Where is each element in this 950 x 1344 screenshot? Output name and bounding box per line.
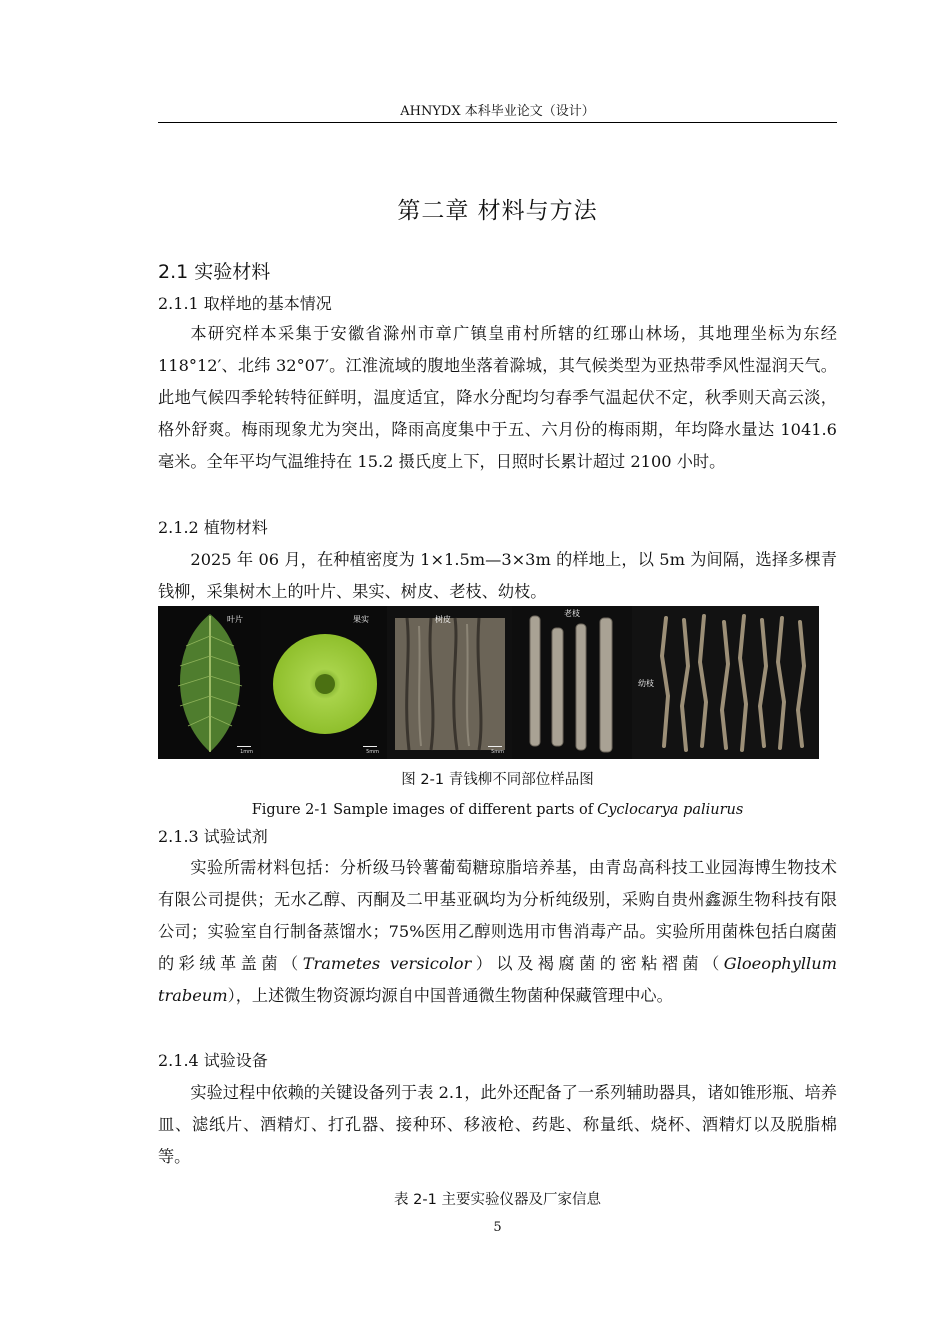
page-number: 5 bbox=[493, 1220, 502, 1235]
panel-label-fruit: 果实 bbox=[353, 615, 369, 624]
panel-label-young-branches: 幼枝 bbox=[638, 679, 654, 688]
subsection-heading-2-1-4: 2.1.4 试验设备 bbox=[158, 1051, 268, 1070]
figure-panel-old-branches bbox=[512, 606, 632, 759]
subsection-heading-2-1-2: 2.1.2 植物材料 bbox=[158, 518, 268, 537]
paragraph-equipment: 实验过程中依赖的关键设备列于表 2.1，此外还配备了一系列辅助器具，诸如锥形瓶、培养皿、滤纸片、酒精灯、打孔器、接种环、移液枪、药匙、称量纸、烧杯、酒精灯以及脱脂棉等。 bbox=[158, 1083, 837, 1166]
scale-label-bark: 5mm bbox=[491, 749, 504, 755]
panel-label-bark: 树皮 bbox=[435, 615, 451, 624]
figure-panel-leaf bbox=[158, 606, 261, 759]
old-branches-image bbox=[512, 606, 632, 759]
subsection-heading-2-1-1: 2.1.1 取样地的基本情况 bbox=[158, 294, 332, 313]
panel-label-old-branches: 老枝 bbox=[564, 609, 580, 618]
running-header: AHNYDX 本科毕业论文（设计） bbox=[400, 104, 595, 119]
figure-sample-images bbox=[158, 606, 819, 759]
figure-panel-fruit bbox=[261, 606, 387, 759]
bark-image bbox=[387, 606, 512, 759]
figure-caption-en-species: Cyclocarya paliurus bbox=[597, 802, 744, 818]
figure-caption-en-prefix: Figure 2-1 Sample images of different parts of bbox=[251, 802, 594, 818]
leaf-image bbox=[158, 606, 261, 759]
reagents-text-b: ）以及褐腐菌的密粘褶菌（ bbox=[471, 954, 724, 973]
scale-label-fruit: 5mm bbox=[366, 749, 379, 755]
fruit-image bbox=[261, 606, 387, 759]
reagents-text-c: ），上述微生物资源均源自中国普通微生物菌种保藏管理中心。 bbox=[227, 986, 673, 1005]
subsection-heading-2-1-3: 2.1.3 试验试剂 bbox=[158, 827, 268, 846]
section-heading-2-1: 2.1 实验材料 bbox=[158, 261, 271, 283]
paragraph-plant-material: 2025 年 06 月，在种植密度为 1×1.5m—3×3m 的样地上，以 5m 为间隔，选择多棵青钱柳，采集树木上的叶片、果实、树皮、老枝、幼枝。 bbox=[158, 550, 837, 601]
scale-bar bbox=[363, 746, 377, 747]
paragraph-reagents bbox=[158, 852, 837, 1012]
scale-label-leaf: 1mm bbox=[240, 749, 253, 755]
figure-caption-en bbox=[158, 800, 837, 820]
panel-label-leaf: 叶片 bbox=[227, 615, 243, 624]
figure-caption-cn: 图 2-1 青钱柳不同部位样品图 bbox=[401, 772, 594, 788]
paragraph-sampling-site: 本研究样本采集于安徽省滁州市章广镇皇甫村所辖的红琊山林场，其地理坐标为东经 118°12′、北纬 32°07′。江淮流域的腹地坐落着滁城，其气候类型为亚热带季风性湿润天气。此地气候四季轮转特征鲜明，温度适宜，降水分配均匀春季气温起伏不定，秋季则天高云淡，格外舒爽。梅雨现象尤为突出，降雨高度集中于五、六月份的梅雨期，年均降水量达 1041.6 毫米。全年平均气温维持在 15.2 摄氏度上下，日照时长累计超过 2100 小时。 bbox=[158, 324, 837, 471]
species-trametes: Trametes versicolor bbox=[302, 954, 472, 973]
header-rule bbox=[158, 122, 837, 123]
chapter-title: 第二章 材料与方法 bbox=[397, 198, 598, 224]
figure-panel-bark bbox=[387, 606, 512, 759]
figure-panel-young-branches bbox=[632, 606, 819, 759]
scale-bar bbox=[488, 746, 502, 747]
reagents-text-a: 实验所需材料包括：分析级马铃薯葡萄糖琼脂培养基，由青岛高科技工业园海博生物技术有限公司提供；无水乙醇、丙酮及二甲基亚砜均为分析纯级别，采购自贵州鑫源生物科技有限公司；实验室自行制备蒸馏水；75%医用乙醇则选用市售消毒产品。实验所用菌株包括白腐菌的彩绒革盖菌（ bbox=[158, 858, 837, 973]
species-gloeophyllum: Gloeophyllum trabeum bbox=[158, 954, 838, 1005]
scale-bar bbox=[237, 746, 251, 747]
table-caption: 表 2-1 主要实验仪器及厂家信息 bbox=[394, 1192, 601, 1208]
young-branches-image bbox=[632, 606, 819, 759]
